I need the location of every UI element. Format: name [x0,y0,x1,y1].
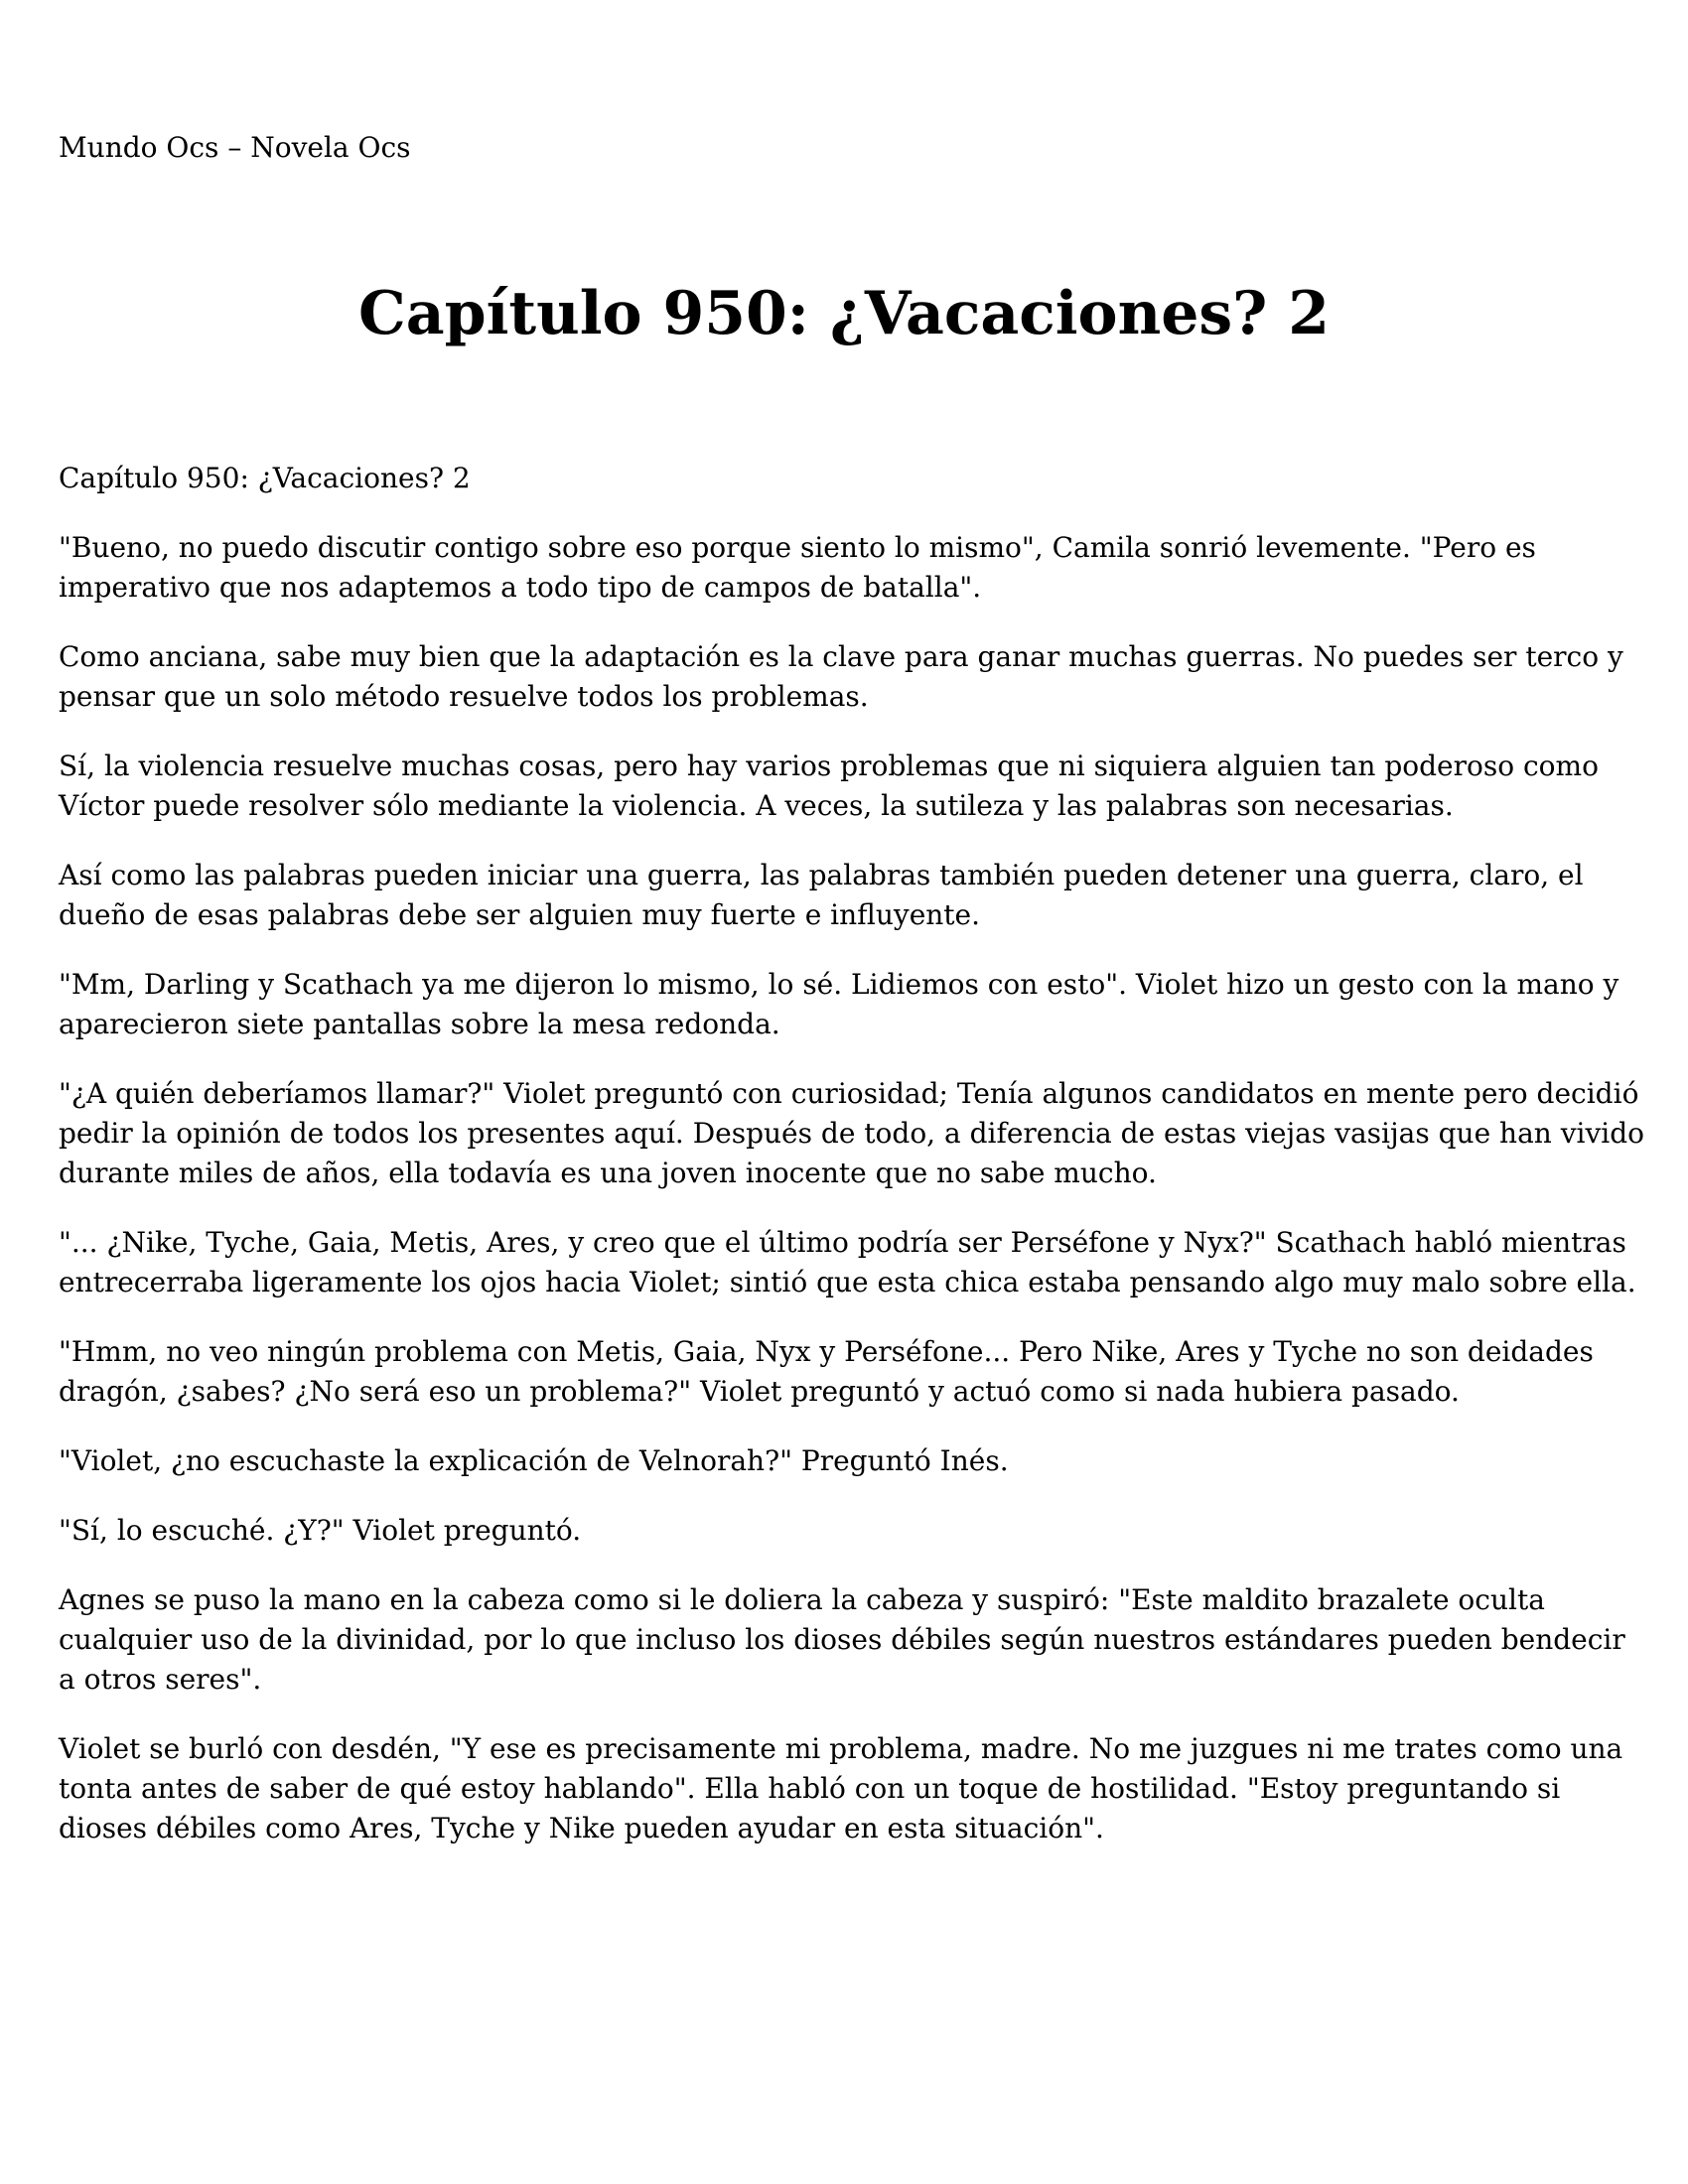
chapter-title: Capítulo 950: ¿Vacaciones? 2 [358,279,1330,348]
paragraph: "Hmm, no veo ningún problema con Metis, Gaia, Nyx y Perséfone... Pero Nike, Ares y Tyche no son deidades dragón, ¿sabes? ¿No será eso un problema?" Violet preguntó y actuó como si nada hubiera pasado. [59,1335,1594,1408]
paragraph: Así como las palabras pueden iniciar una guerra, las palabras también pueden detener una guerra, claro, el dueño de esas palabras debe ser alguien muy fuerte e influyente. [59,859,1584,931]
paragraph: Violet se burló con desdén, "Y ese es precisamente mi problema, madre. No me juzgues ni me trates como una tonta antes de saber de qué estoy hablando". Ella habló con un toque de hostilidad. "Estoy preguntando si dioses débiles como Ares, Tyche y Nike pueden ayudar en esta situación". [59,1732,1623,1844]
chapter-body [59,459,1647,1878]
chapter-subtitle: Capítulo 950: ¿Vacaciones? 2 [59,462,471,494]
paragraph: "... ¿Nike, Tyche, Gaia, Metis, Ares, y creo que el último podría ser Perséfone y Nyx?" Scathach habló mientras entrecerraba ligeramente los ojos hacia Violet; sintió que esta chica estaba pensando algo muy malo sobre ella. [59,1226,1636,1298]
paragraph: "Bueno, no puedo discutir contigo sobre eso porque siento lo mismo", Camila sonrió levemente. "Pero es imperativo que nos adaptemos a todo tipo de campos de batalla". [59,531,1536,604]
paragraph: Agnes se puso la mano en la cabeza como si le doliera la cabeza y suspiró: "Este maldito brazalete oculta cualquier uso de la divinidad, por lo que incluso los dioses débiles según nuestros estándares pueden bendecir a otros seres". [59,1583,1625,1696]
paragraph: "Violet, ¿no escuchaste la explicación de Velnorah?" Preguntó Inés. [59,1444,1009,1477]
paragraph: Como anciana, sabe muy bien que la adaptación es la clave para ganar muchas guerras. No puedes ser terco y pensar que un solo método resuelve todos los problemas. [59,640,1623,713]
paragraph: "¿A quién deberíamos llamar?" Violet preguntó con curiosidad; Tenía algunos candidatos en mente pero decidió pedir la opinión de todos los presentes aquí. Después de todo, a diferencia de estas viejas vasijas que han vivido durante miles de años, ella todavía es una joven inocente que no sabe mucho. [59,1077,1645,1189]
paragraph: "Sí, lo escuché. ¿Y?" Violet preguntó. [59,1514,582,1547]
paragraph: Sí, la violencia resuelve muchas cosas, pero hay varios problemas que ni siquiera alguien tan poderoso como Víctor puede resolver sólo mediante la violencia. A veces, la sutileza y las palabras son necesarias. [59,750,1599,822]
paragraph: "Mm, Darling y Scathach ya me dijeron lo mismo, lo sé. Lidiemos con esto". Violet hizo un gesto con la mano y aparecieron siete pantallas sobre la mesa redonda. [59,968,1619,1040]
running-header: Mundo Ocs – Novela Ocs [59,131,411,164]
